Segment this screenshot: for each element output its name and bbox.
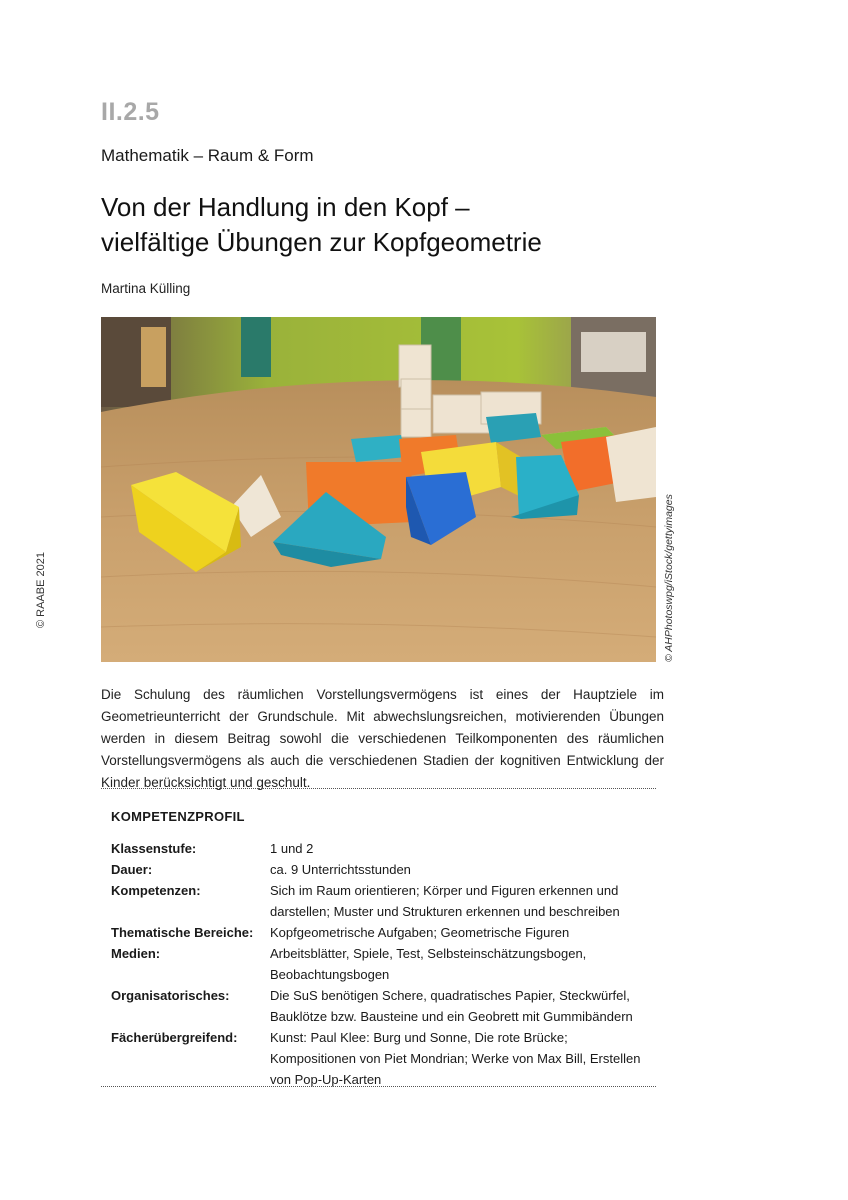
kp-row-kompetenzen (111, 880, 656, 922)
kp-value: Arbeitsblätter, Spiele, Test, Selbsteinschätzungsbogen, Beobachtungsbogen (270, 946, 587, 982)
kp-value: 1 und 2 (270, 841, 314, 856)
kp-value: Kunst: Paul Klee: Burg und Sonne, Die rote Brücke; Kompositionen von Piet Mondrian; Werke von Max Bill, Erstellen von Pop-Up-Karten (270, 1030, 641, 1087)
kp-row-dauer (111, 859, 656, 880)
kp-row-faecheruebergreifend (111, 1027, 656, 1090)
kp-value: Sich im Raum orientieren; Körper und Figuren erkennen und darstellen; Muster und Strukturen erkennen und beschreiben (270, 883, 620, 919)
title-line-1: Von der Handlung in den Kopf – (101, 192, 470, 222)
kompetenzprofil-title: KOMPETENZPROFIL (111, 809, 245, 824)
title-line-2: vielfältige Übungen zur Kopfgeometrie (101, 227, 542, 257)
page-title (101, 190, 542, 260)
side-copyright: © RAABE 2021 (35, 552, 47, 628)
kp-label: Kompetenzen: (111, 883, 201, 898)
kompetenzprofil-table (111, 838, 656, 1090)
section-number: II.2.5 (101, 98, 160, 126)
dotted-divider-bottom (101, 1086, 656, 1087)
subject-heading: Mathematik – Raum & Form (101, 146, 314, 165)
kp-label: Klassenstufe: (111, 841, 197, 856)
kp-value: Die SuS benötigen Schere, quadratisches Papier, Steckwürfel, Bauklötze bzw. Bausteine und ein Geobrett mit Gummibändern (270, 988, 633, 1024)
dotted-divider-top (101, 788, 656, 789)
kp-label: Organisatorisches: (111, 988, 230, 1003)
kp-label: Dauer: (111, 862, 153, 877)
author-name: Martina Külling (101, 281, 191, 296)
kp-value: ca. 9 Unterrichtsstunden (270, 862, 411, 877)
kp-value: Kopfgeometrische Aufgaben; Geometrische Figuren (270, 925, 570, 940)
cover-photo (101, 317, 656, 662)
photo-credit: © AHPhotoswpg/iStock/gettyimages (663, 494, 675, 662)
kp-row-organisatorisches (111, 985, 656, 1027)
kp-row-thematische-bereiche (111, 922, 656, 943)
intro-paragraph: Die Schulung des räumlichen Vorstellungsvermögens ist eines der Hauptziele im Geometrieunterricht der Grundschule. Mit abwechslungsreichen, motivierenden Übungen werden in diesem Beitrag sowohl die verschiedenen Teilkomponenten des räumlichen Vorstellungsvermögens als auch die verschiedenen Stadien der kognitiven Entwicklung der Kinder berücksichtigt und geschult. (101, 687, 664, 790)
kp-label: Medien: (111, 946, 161, 961)
kp-row-klassenstufe (111, 838, 656, 859)
kp-row-medien (111, 943, 656, 985)
kp-label: Thematische Bereiche: (111, 925, 254, 940)
kp-label: Fächerübergreifend: (111, 1030, 238, 1045)
wooden-blocks-illustration (101, 317, 656, 662)
